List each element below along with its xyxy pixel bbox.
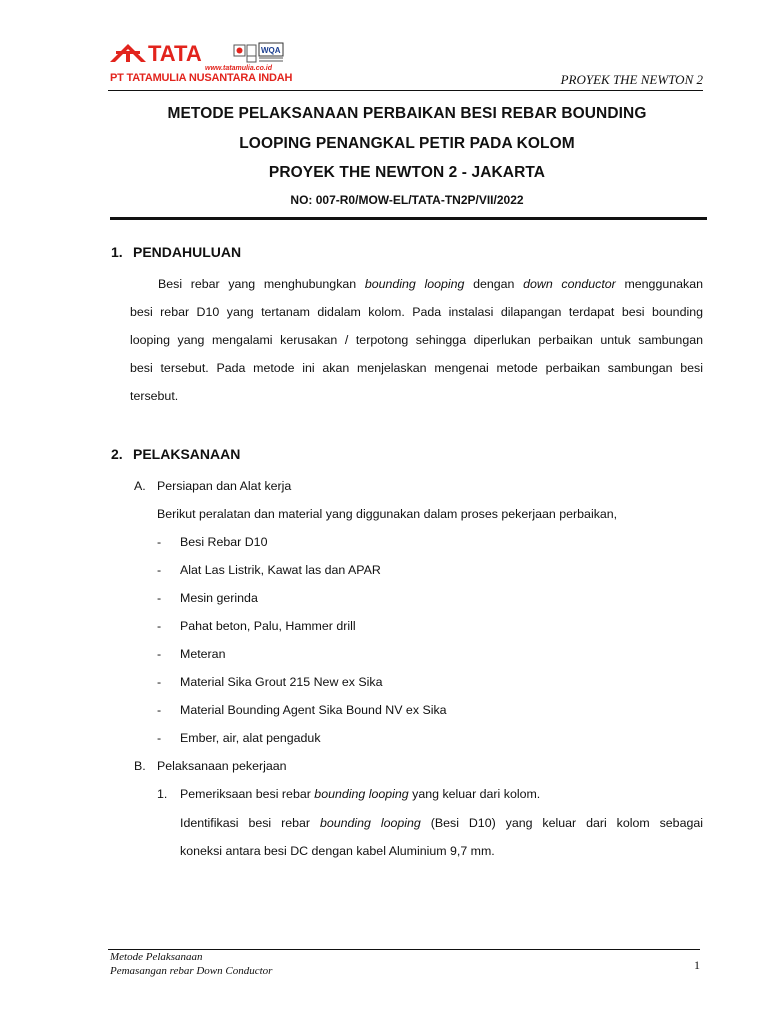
section-1-paragraph-line	[130, 326, 703, 354]
step-1-description-text: Identifikasi besi rebar	[180, 816, 320, 830]
step-1-description	[180, 809, 703, 865]
step-1-marker: 1.	[157, 787, 168, 801]
list-bullet: -	[157, 703, 162, 717]
section-1-paragraph-text: menggunakan	[615, 277, 703, 291]
list-item: Pahat beton, Palu, Hammer drill	[180, 619, 356, 633]
document-title-line-3: PROYEK THE NEWTON 2 - JAKARTA	[268, 164, 546, 181]
logo-wordmark: TATA	[148, 41, 202, 66]
company-name: PT TATAMULIA NUSANTARA INDAH	[110, 72, 293, 84]
subsection-b-marker: B.	[134, 759, 146, 773]
section-1-paragraph-line	[130, 298, 703, 326]
list-item: Besi Rebar D10	[180, 535, 268, 549]
page-number: 1	[694, 958, 700, 972]
list-item: Ember, air, alat pengaduk	[180, 731, 321, 745]
list-bullet: -	[157, 563, 162, 577]
document-number: NO: 007-R0/MOW-EL/TATA-TN2P/VII/2022	[290, 193, 524, 207]
step-1-title-text: Pemeriksaan besi rebar	[180, 787, 315, 801]
section-1-title: PENDAHULUAN	[133, 244, 242, 260]
list-bullet: -	[157, 647, 162, 661]
company-website: www.tatamulia.co.id	[205, 65, 273, 72]
step-1-description-italic-term: bounding looping	[319, 816, 421, 830]
section-1-paragraph-text: tersebut.	[130, 389, 179, 403]
step-1-title-text: yang keluar dari kolom.	[408, 787, 541, 801]
subsection-a-marker: A.	[134, 479, 146, 493]
step-1-description-line	[180, 837, 703, 865]
footer-line-2: Pemasangan rebar Down Conductor	[110, 965, 273, 977]
section-1-paragraph-italic-term: down conductor	[523, 277, 616, 291]
section-1-paragraph-text: Besi rebar yang menghubungkan	[158, 277, 365, 291]
section-1-paragraph	[130, 270, 703, 410]
subsection-b-label: Pelaksanaan pekerjaan	[157, 759, 287, 773]
list-item: Meteran	[180, 647, 226, 661]
section-1-paragraph-italic-term: bounding looping	[364, 277, 465, 291]
section-1-paragraph-text: besi tersebut. Pada metode ini akan menjelaskan mengenai metode perbaikan sambungan besi	[130, 361, 703, 375]
list-bullet: -	[157, 675, 162, 689]
step-1-title-italic-term: bounding looping	[314, 787, 409, 801]
title-divider	[110, 217, 707, 220]
company-logo	[108, 38, 308, 88]
document-title-line-1: METODE PELAKSANAAN PERBAIKAN BESI REBAR BOUNDING	[167, 105, 647, 122]
section-2-number: 2.	[111, 446, 123, 462]
header-project-name: PROYEK THE NEWTON 2	[560, 72, 703, 87]
section-1-paragraph-text: looping yang mengalami kerusakan / terpotong sehingga diperlukan perbaikan untuk sambungan	[130, 333, 703, 347]
step-1-title	[180, 787, 540, 801]
document-title-line-2: LOOPING PENANGKAL PETIR PADA KOLOM	[239, 135, 575, 152]
list-item: Material Bounding Agent Sika Bound NV ex Sika	[180, 703, 447, 717]
section-1-paragraph-text: dengan	[464, 277, 524, 291]
list-bullet: -	[157, 591, 162, 605]
footer-line-1: Metode Pelaksanaan	[110, 951, 203, 963]
list-item: Material Sika Grout 215 New ex Sika	[180, 675, 383, 689]
subsection-a-intro: Berikut peralatan dan material yang diggunakan dalam proses pekerjaan perbaikan,	[157, 507, 618, 521]
footer-divider	[108, 949, 700, 950]
step-1-description-text: koneksi antara besi DC dengan kabel Aluminium 9,7 mm.	[180, 844, 495, 858]
section-2-heading	[111, 446, 240, 462]
list-bullet: -	[157, 619, 162, 633]
list-item: Alat Las Listrik, Kawat las dan APAR	[180, 563, 381, 577]
section-1-paragraph-line	[130, 382, 703, 410]
section-1-paragraph-line	[130, 270, 703, 298]
list-item: Mesin gerinda	[180, 591, 258, 605]
header-divider	[108, 90, 703, 91]
subsection-a-label: Persiapan dan Alat kerja	[157, 479, 292, 493]
list-bullet: -	[157, 535, 162, 549]
wqa-badge-text: WQA	[261, 46, 281, 55]
step-1-description-text: (Besi D10) yang keluar dari kolom sebagai	[420, 816, 704, 830]
list-bullet: -	[157, 731, 162, 745]
section-1-paragraph-line	[130, 354, 703, 382]
certification-badges	[234, 43, 283, 62]
section-1-paragraph-text: besi rebar D10 yang tertanam didalam kolom. Pada instalasi dilapangan terdapat besi bounding	[130, 305, 703, 319]
section-2-title: PELAKSANAAN	[133, 446, 241, 462]
step-1-description-line	[180, 809, 703, 837]
section-1-heading	[111, 244, 241, 260]
section-1-number: 1.	[111, 244, 123, 260]
